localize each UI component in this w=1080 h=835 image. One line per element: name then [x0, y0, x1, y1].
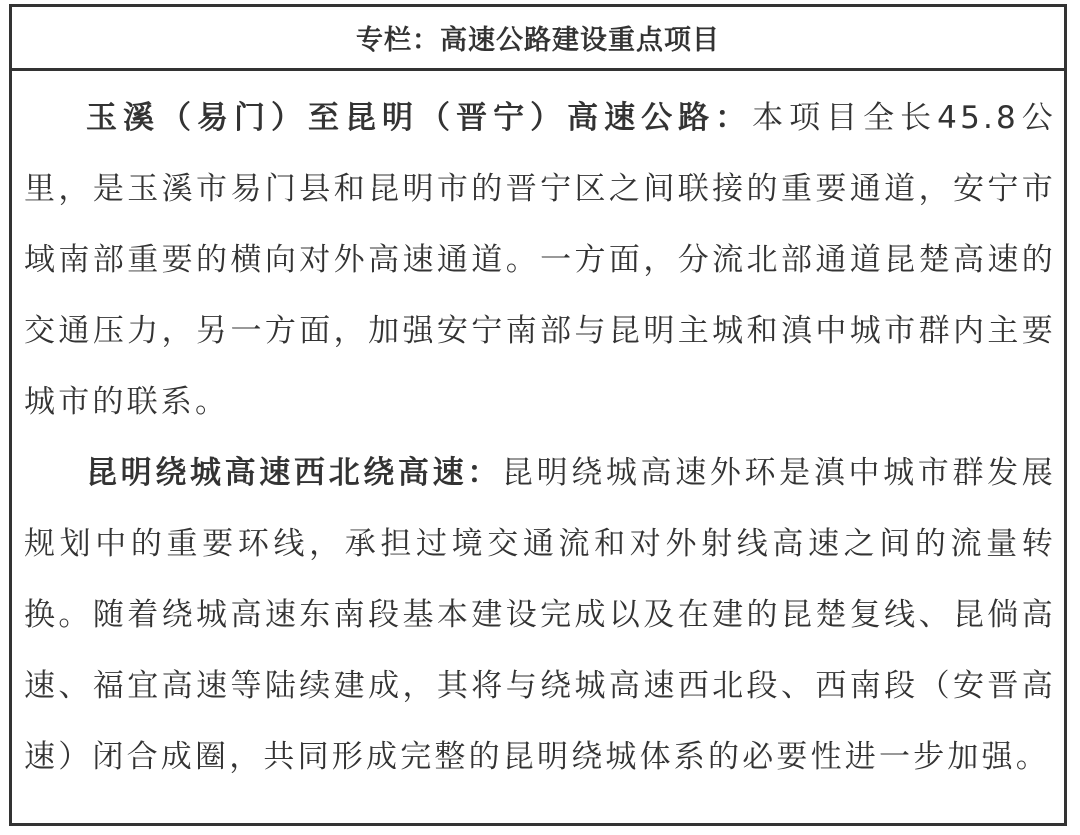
paragraph-ring-expressway — [24, 438, 1056, 793]
paragraph-yuxi-kunming — [24, 83, 1056, 438]
paragraph-heading: 玉溪（易门）至昆明（晋宁）高速公路： — [86, 100, 753, 136]
paragraph-text: 本项目全长45.8公里，是玉溪市易门县和昆明市的晋宁区之间联接的重要通道，安宁市域南部重要的横向对外高速通道。一方面，分流北部通道昆楚高速的交通压力，另一方面，加强安宁南部与昆明主城和滇中城市群内主要城市的联系。 — [24, 100, 1056, 420]
paragraph-heading: 昆明绕城高速西北绕高速： — [86, 455, 502, 491]
column-content — [12, 71, 1064, 793]
paragraph-text: 昆明绕城高速外环是滇中城市群发展规划中的重要环线，承担过境交通流和对外射线高速之间的流量转换。随着绕城高速东南段基本建设完成以及在建的昆楚复线、昆倘高速、福宜高速等陆续建成，其将与绕城高速西北段、西南段（安晋高速）闭合成圈，共同形成完整的昆明绕城体系的必要性进一步加强。 — [24, 455, 1056, 775]
column-box — [9, 4, 1067, 826]
column-title: 专栏：高速公路建设重点项目 — [12, 7, 1064, 71]
